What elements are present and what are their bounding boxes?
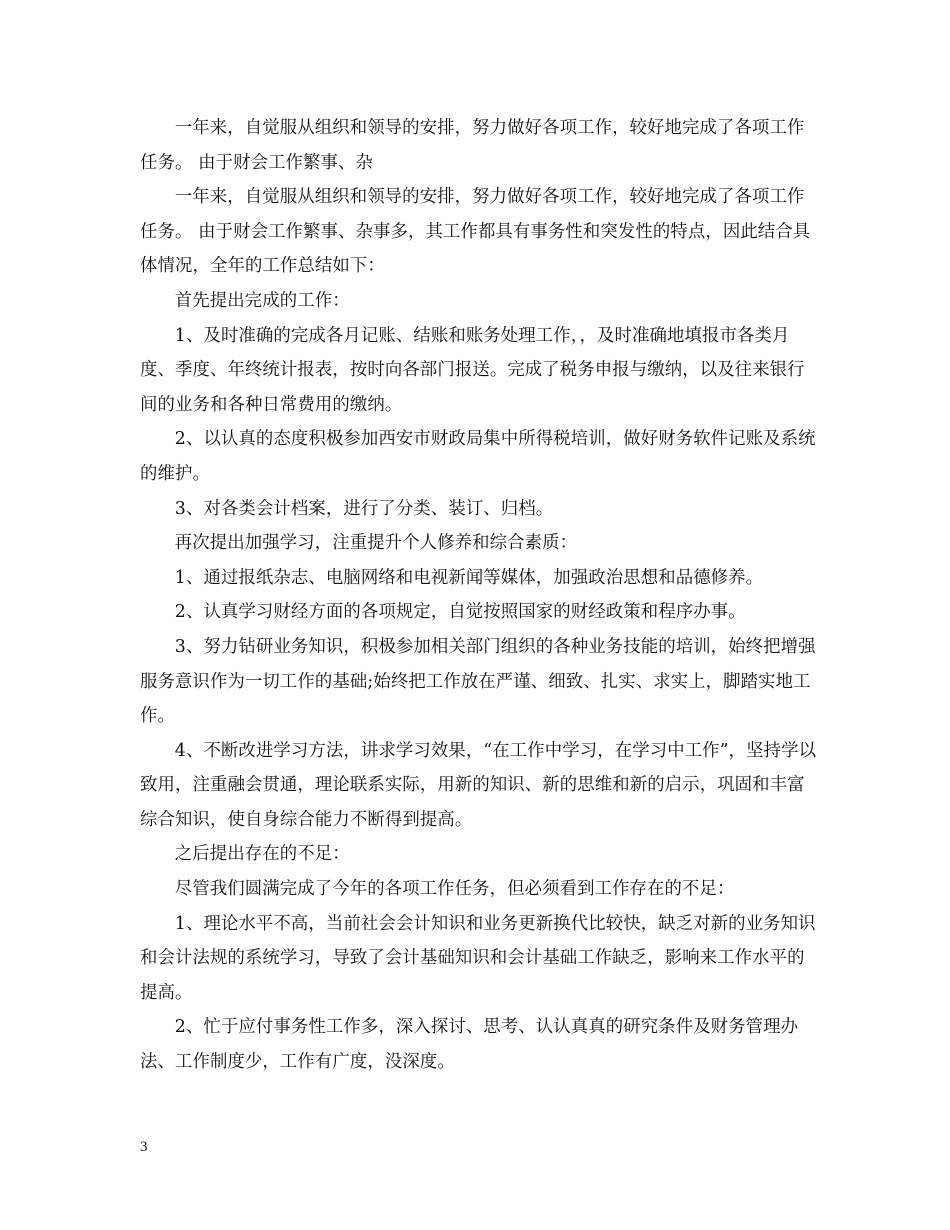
paragraph-shortcoming-2: 2、忙于应付事务性工作多，深入探讨、思考、认认真真的研究条件及财务管理办法、工作制度少，工作有广度，没深度。 bbox=[140, 1017, 799, 1073]
paragraph-completed-1: 1、及时准确的完成各月记账、结账和账务处理工作，，及时准确地填报市各类月度、季度、年终统计报表，按时向各部门报送。完成了税务申报与缴纳，以及往来银行间的业务和各种日常费用的缴纳。 bbox=[140, 325, 805, 415]
paragraph-learning-1: 1、通过报纸杂志、电脑网络和电视新闻等媒体，加强政治思想和品德修养。 bbox=[174, 567, 764, 588]
paragraph-learning-4: 4、不断改进学习方法，讲求学习效果，“在工作中学习，在学习中工作”，坚持学以致用，注重融会贯通，理论联系实际，用新的知识、新的思维和新的启示，巩固和丰富综合知识，使自身综合能力不断得到提高。 bbox=[140, 740, 817, 830]
page-number: 3 bbox=[140, 1139, 148, 1155]
paragraph-learning-3: 3、努力钻研业务知识，积极参加相关部门组织的各种业务技能的培训，始终把增强服务意识作为一切工作的基础;始终把工作放在严谨、细致、扎实、求实上，脚踏实地工作。 bbox=[140, 636, 816, 727]
heading-strengthen-learning: 再次提出加强学习，注重提升个人修养和综合素质： bbox=[174, 533, 578, 554]
heading-completed-work: 首先提出完成的工作： bbox=[174, 290, 350, 311]
paragraph-intro: 一年来，自觉服从组织和领导的安排，努力做好各项工作，较好地完成了各项工作任务。 由于财会工作繁事、杂事多，其工作都具有事务性和突发性的特点，因此结合具体情况，全年的工作总结如下： bbox=[140, 187, 811, 277]
paragraph-shortcomings-intro: 尽管我们圆满完成了今年的各项工作任务，但必须看到工作存在的不足： bbox=[174, 879, 735, 900]
paragraph-completed-2: 2、以认真的态度积极参加西安市财政局集中所得税培训，做好财务软件记账及系统的维护。 bbox=[140, 429, 816, 484]
document-body bbox=[140, 111, 820, 1080]
paragraph-shortcoming-1: 1、理论水平不高，当前社会会计知识和业务更新换代比较快，缺乏对新的业务知识和会计法规的系统学习，导致了会计基础知识和会计基础工作缺乏，影响来工作水平的提高。 bbox=[140, 913, 816, 1003]
heading-shortcomings: 之后提出存在的不足： bbox=[174, 844, 350, 865]
paragraph-learning-2: 2、认真学习财经方面的各项规定，自觉按照国家的财经政策和程序办事。 bbox=[174, 602, 746, 623]
paragraph-completed-3: 3、对各类会计档案，进行了分类、装订、归档。 bbox=[174, 498, 554, 519]
paragraph-intro-fragment: 一年来，自觉服从组织和领导的安排，努力做好各项工作，较好地完成了各项工作任务。 由于财会工作繁事、杂 bbox=[140, 118, 805, 173]
